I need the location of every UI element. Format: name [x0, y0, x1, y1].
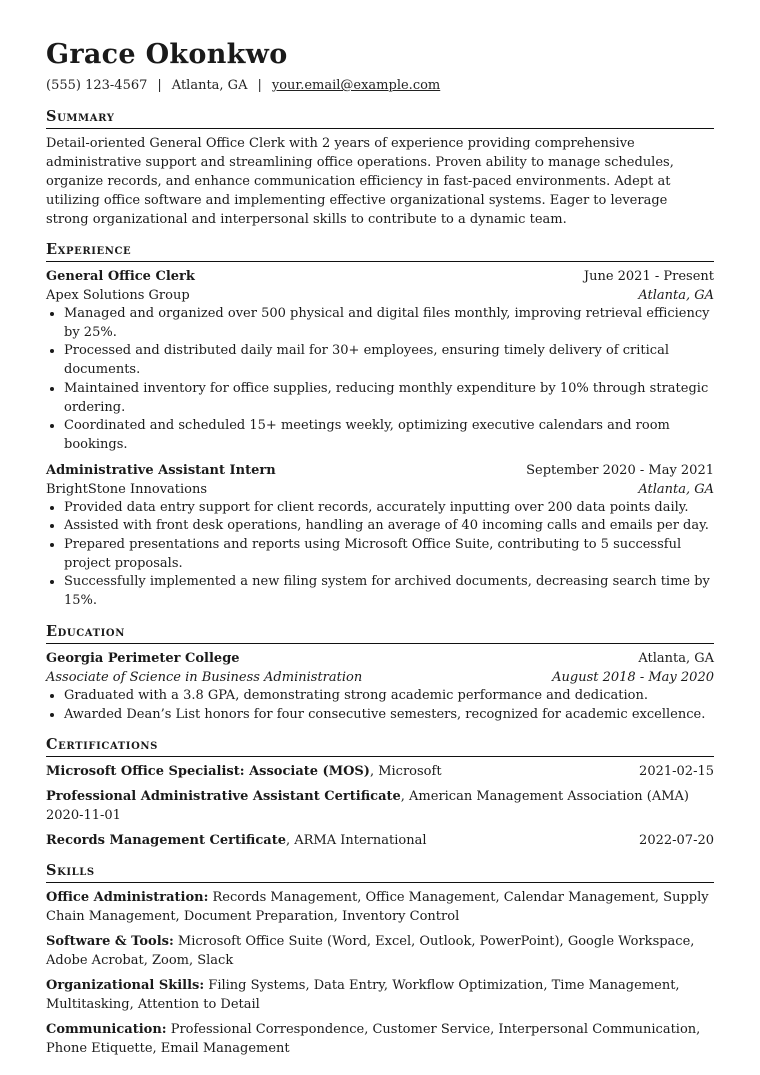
skill-label: Organizational Skills:	[46, 978, 205, 994]
bullet-item: • Provided data entry support for client records, accurately inputting over 200 data points daily.	[64, 499, 714, 518]
job-dates: September 2020 - May 2021	[526, 462, 714, 478]
bullet-item: • Awarded Dean’s List honors for four consecutive semesters, recognized for academic excellence.	[64, 706, 714, 725]
certification-item	[46, 831, 714, 850]
candidate-name: Grace Okonkwo	[46, 39, 288, 70]
contact-separator: |	[257, 78, 262, 93]
cert-name: Records Management Certificate	[46, 833, 286, 849]
contact-separator: |	[157, 78, 162, 93]
bullet-item: • Coordinated and scheduled 15+ meetings weekly, optimizing executive calendars and room bookings.	[64, 417, 714, 454]
skill-group	[46, 1020, 714, 1058]
email-link[interactable]: your.email@example.com	[271, 78, 441, 93]
skill-label: Office Administration:	[46, 890, 209, 906]
contact-line	[46, 76, 714, 96]
skill-label: Software & Tools:	[46, 934, 174, 950]
certifications-heading: Certifications	[46, 735, 714, 757]
summary-heading: Summary	[46, 107, 714, 129]
cert-date: 2020-11-01	[46, 808, 121, 824]
job-entry	[46, 461, 714, 611]
company-name: BrightStone Innovations	[46, 481, 208, 497]
cert-date: 2022-07-20	[639, 833, 714, 849]
cert-issuer: , Microsoft	[369, 764, 442, 780]
education-dates: August 2018 - May 2020	[552, 669, 714, 685]
skill-text: Filing Systems, Data Entry, Workflow Optimization, Time Management, Multitasking, Attention to Detail	[46, 978, 680, 1013]
job-location: Atlanta, GA	[638, 481, 714, 497]
phone-number: (555) 123-4567	[46, 78, 148, 93]
skill-group	[46, 976, 714, 1014]
job-entry	[46, 267, 714, 455]
certification-item	[46, 762, 714, 781]
skill-group	[46, 888, 714, 926]
cert-name: Professional Administrative Assistant Certificate	[46, 789, 401, 805]
job-bullets	[46, 305, 714, 455]
bullet-item: • Assisted with front desk operations, handling an average of 40 incoming calls and emails per day.	[64, 517, 714, 536]
job-location: Atlanta, GA	[638, 288, 714, 303]
skills-heading: Skills	[46, 861, 714, 883]
bullet-item: • Prepared presentations and reports using Microsoft Office Suite, contributing to 5 successful project proposals.	[64, 536, 714, 573]
summary-text: Detail-oriented General Office Clerk with 2 years of experience providing comprehensive administrative support and streamlining office operations. Proven ability to manage schedules, organize records, and enhance communication efficiency in fast-paced environments. Adept at utilizing office software and implementing effective organizational systems. Eager to leverage strong organizational and interpersonal skills to contribute to a dynamic team.	[46, 136, 674, 227]
education-entry	[46, 649, 714, 724]
skill-text: Records Management, Office Management, Calendar Management, Supply Chain Management, Document Preparation, Inventory Control	[46, 890, 709, 925]
location: Atlanta, GA	[171, 78, 248, 93]
job-bullets	[46, 499, 714, 611]
company-name: Apex Solutions Group	[46, 288, 190, 303]
cert-issuer: , ARMA International	[285, 833, 427, 849]
bullet-item: • Processed and distributed daily mail for 30+ employees, ensuring timely delivery of critical documents.	[64, 342, 714, 379]
job-title: General Office Clerk	[46, 269, 195, 284]
school-location: Atlanta, GA	[638, 650, 714, 666]
cert-date: 2021-02-15	[639, 764, 714, 780]
degree: Associate of Science in Business Administration	[46, 669, 363, 685]
cert-issuer: , American Management Association (AMA)	[400, 789, 689, 805]
skill-text: Microsoft Office Suite (Word, Excel, Outlook, PowerPoint), Google Workspace, Adobe Acrobat, Zoom, Slack	[46, 934, 695, 969]
skill-group	[46, 932, 714, 970]
experience-heading: Experience	[46, 240, 714, 262]
skill-text: Professional Correspondence, Customer Service, Interpersonal Communication, Phone Etiquette, Email Management	[46, 1022, 701, 1057]
certification-item	[46, 787, 714, 825]
school-name: Georgia Perimeter College	[46, 650, 240, 666]
job-title: Administrative Assistant Intern	[46, 462, 276, 478]
cert-name: Microsoft Office Specialist: Associate (MOS)	[46, 764, 370, 780]
bullet-item: • Managed and organized over 500 physical and digital files monthly, improving retrieval efficiency by 25%.	[64, 305, 714, 342]
job-dates: June 2021 - Present	[583, 269, 714, 284]
bullet-item: • Successfully implemented a new filing system for archived documents, decreasing search time by 15%.	[64, 573, 714, 610]
resume-page	[46, 38, 714, 1058]
bullet-item: • Graduated with a 3.8 GPA, demonstrating strong academic performance and dedication.	[64, 687, 714, 706]
skill-label: Communication:	[46, 1022, 167, 1038]
education-bullets	[46, 687, 714, 724]
education-heading: Education	[46, 622, 714, 644]
bullet-item: • Maintained inventory for office supplies, reducing monthly expenditure by 10% through strategic ordering.	[64, 380, 714, 417]
